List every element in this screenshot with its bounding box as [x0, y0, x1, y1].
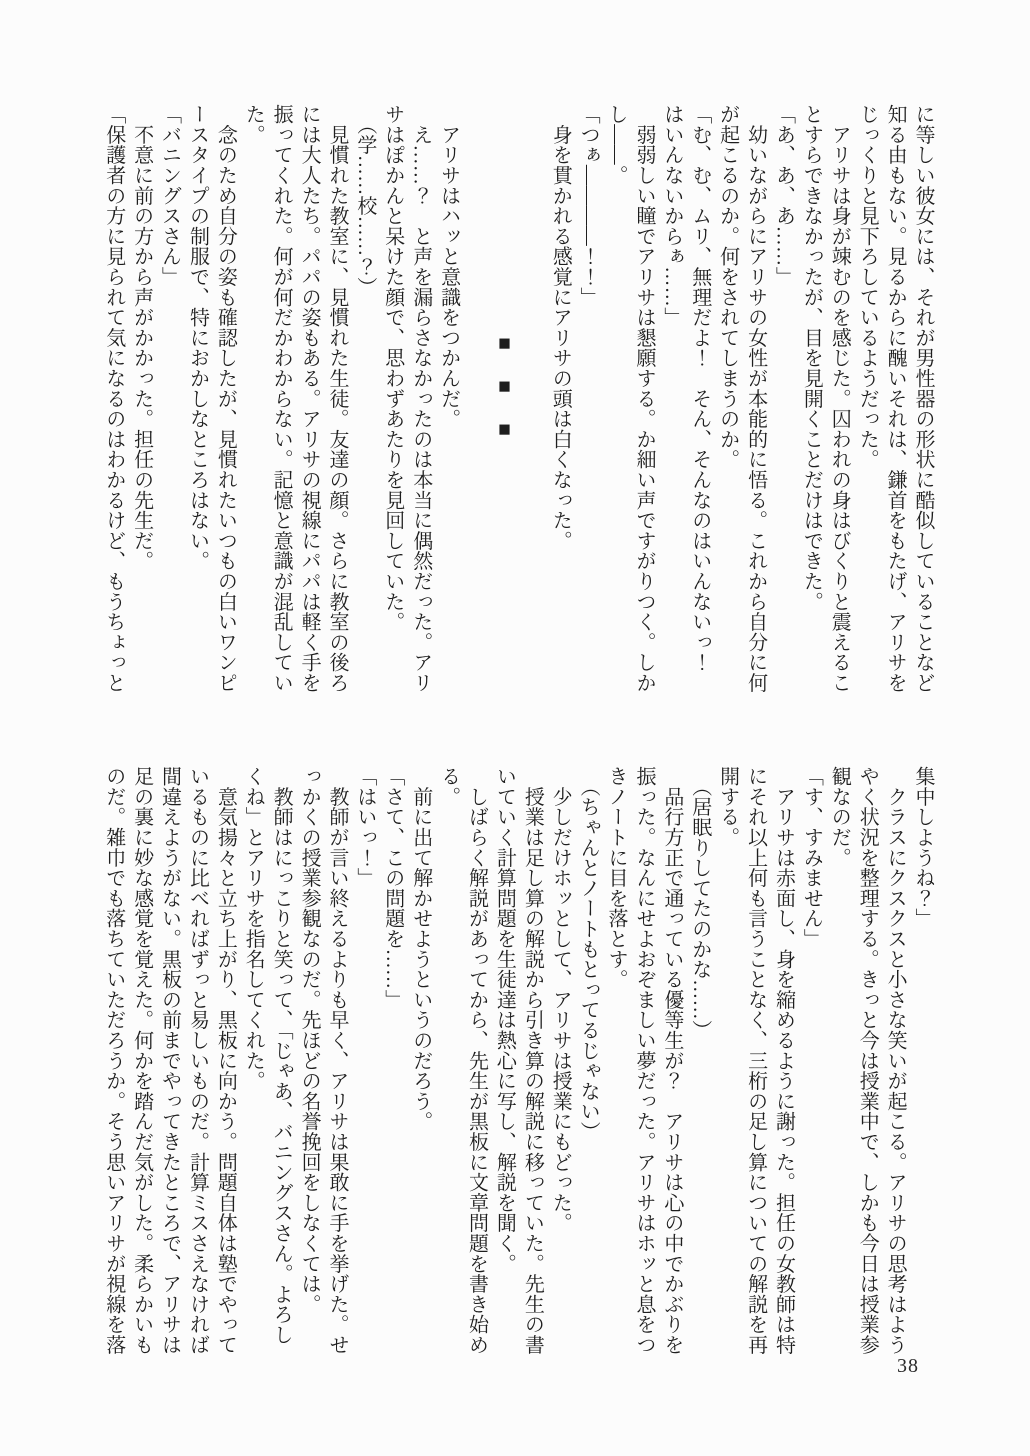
text-column: のだ。雑巾でも落ちていただろうか。そう思いアリサが視線を落	[102, 766, 125, 1355]
text-column: 幼いながらにアリサの女性が本能的に悟る。これから自分に何	[744, 104, 767, 693]
text-column: 「保護者の方に見られて気になるのはわかるけど、もうちょっと	[102, 104, 125, 693]
text-column: 「つぁ――――！！」	[577, 104, 600, 307]
text-column: 「さて、この問題を……」	[381, 766, 404, 1010]
text-column: きノートに目を落とす。	[605, 766, 628, 990]
text-column: アリサはハッと意識をつかんだ。	[437, 104, 460, 429]
text-column: 教師が言い終えるよりも早く、アリサは果敢に手を挙げた。せ	[325, 766, 348, 1355]
text-column: 「あ、あ、あ……」	[772, 104, 795, 287]
text-column: た。	[242, 104, 265, 145]
text-column: 振ってくれた。何が何だかわからない。記憶と意識が混乱してい	[270, 104, 293, 693]
text-column: る。	[437, 766, 460, 807]
text-column: アリサは身が竦むのを感じた。囚われの身はびくりと震えるこ	[828, 104, 851, 693]
text-column: いるものに比べればずっと易しいものだ。計算ミスさえなければ	[186, 766, 209, 1355]
text-column: 前に出て解かせようというのだろう。	[409, 766, 432, 1132]
text-column: じっくりと見下ろしているようだった。	[856, 104, 879, 470]
text-column: 「む、む、ムリ、無理だよ！ そん、そんなのはいんないっ！	[688, 104, 711, 673]
text-column: （学……校……？）	[353, 104, 376, 297]
section-divider: ■■■	[492, 330, 517, 460]
text-column: （居眠りしてたのかな……）	[688, 766, 711, 1041]
text-column: っかくの授業参観なのだ。先ほどの名誉挽回をしなくては。	[298, 766, 321, 1315]
text-column: 身を貫かれる感覚にアリサの頭は白くなった。	[549, 104, 572, 551]
text-column: え……？ と声を漏らさなかったのは本当に偶然だった。アリ	[409, 104, 432, 693]
text-column: 品行方正で通っている優等生が？ アリサは心の中でかぶりを	[660, 766, 683, 1355]
text-column: し――。	[605, 104, 628, 186]
text-column: 集中しようね？」	[912, 766, 934, 929]
text-column: ースタイプの制服で、特におかしなところはない。	[186, 104, 209, 571]
page-number: 38	[897, 1355, 919, 1377]
text-column: 教師はにっこりと笑って、「じゃあ、バニングスさん。よろし	[270, 766, 293, 1345]
text-column: 弱弱しい瞳でアリサは懇願する。か細い声ですがりつく。しか	[632, 104, 655, 693]
text-column: しばらく解説があってから、先生が黒板に文章問題を書き始め	[465, 766, 488, 1355]
text-column: 念のため自分の姿も確認したが、見慣れたいつもの白いワンピ	[214, 104, 237, 693]
text-column: サはぽかんと呆けた顔で、思わずあたりを見回していた。	[381, 104, 404, 632]
text-column: （ちゃんとノートもとってるじゃない）	[577, 766, 600, 1142]
text-column: 「はいっ！」	[353, 766, 376, 888]
text-column: はいんないからぁ……」	[660, 104, 683, 328]
text-column: 「バニングスさん」	[158, 104, 181, 287]
text-column: やく状況を整理する。きっと今は授業中で、しかも今日は授業参	[856, 766, 879, 1355]
story-text-bottom-block	[98, 766, 936, 1355]
text-column: 少しだけホッとして、アリサは授業にもどった。	[549, 766, 572, 1233]
text-column: 開する。	[716, 766, 739, 848]
text-column: 見慣れた教室に、見慣れた生徒。友達の顔。さらに教室の後ろ	[325, 104, 348, 693]
text-column: 足の裏に妙な感覚を覚えた。何かを踏んだ気がした。柔らかいも	[130, 766, 153, 1355]
text-column: 意気揚々と立ち上がり、黒板に向かう。問題自体は塾でやって	[214, 766, 237, 1355]
text-column: が起こるのか。何をされてしまうのか。	[716, 104, 739, 470]
text-column	[517, 104, 545, 686]
story-text-top-block	[98, 104, 936, 693]
text-column	[462, 104, 490, 686]
text-column: 不意に前の方から声がかかった。担任の先生だ。	[130, 104, 153, 571]
text-column: とすらできなかったが、目を見開くことだけはできた。	[800, 104, 823, 612]
text-column: いていく計算問題を生徒達は熱心に写し、解説を聞く。	[493, 766, 516, 1274]
text-column: クラスにクスクスと小さな笑いが起こる。アリサの思考はよう	[884, 766, 907, 1355]
text-column: アリサは赤面し、身を縮めるように謝った。担任の女教師は特	[772, 766, 795, 1355]
text-column: にそれ以上何も言うことなく、三桁の足し算についての解説を再	[744, 766, 767, 1355]
text-column: に等しい彼女には、それが男性器の形状に酷似していることなど	[912, 104, 934, 693]
text-column: 授業は足し算の解説から引き算の解説に移っていた。先生の書	[521, 766, 544, 1355]
text-column: には大人たち。パパの姿もある。アリサの視線にパパは軽く手を	[298, 104, 321, 693]
text-column: 知る由もない。見るからに醜いそれは、鎌首をもたげ、アリサを	[884, 104, 907, 693]
text-column: くね」とアリサを指名してくれた。	[242, 766, 265, 1091]
text-column: 振った。なんにせよおぞましい夢だった。アリサはホッと息をつ	[632, 766, 655, 1355]
text-column: 観なのだ。	[828, 766, 851, 868]
text-column: 「す、すみません」	[800, 766, 823, 949]
text-column: 間違えようがない。黒板の前までやってきたところで、アリサは	[158, 766, 181, 1355]
